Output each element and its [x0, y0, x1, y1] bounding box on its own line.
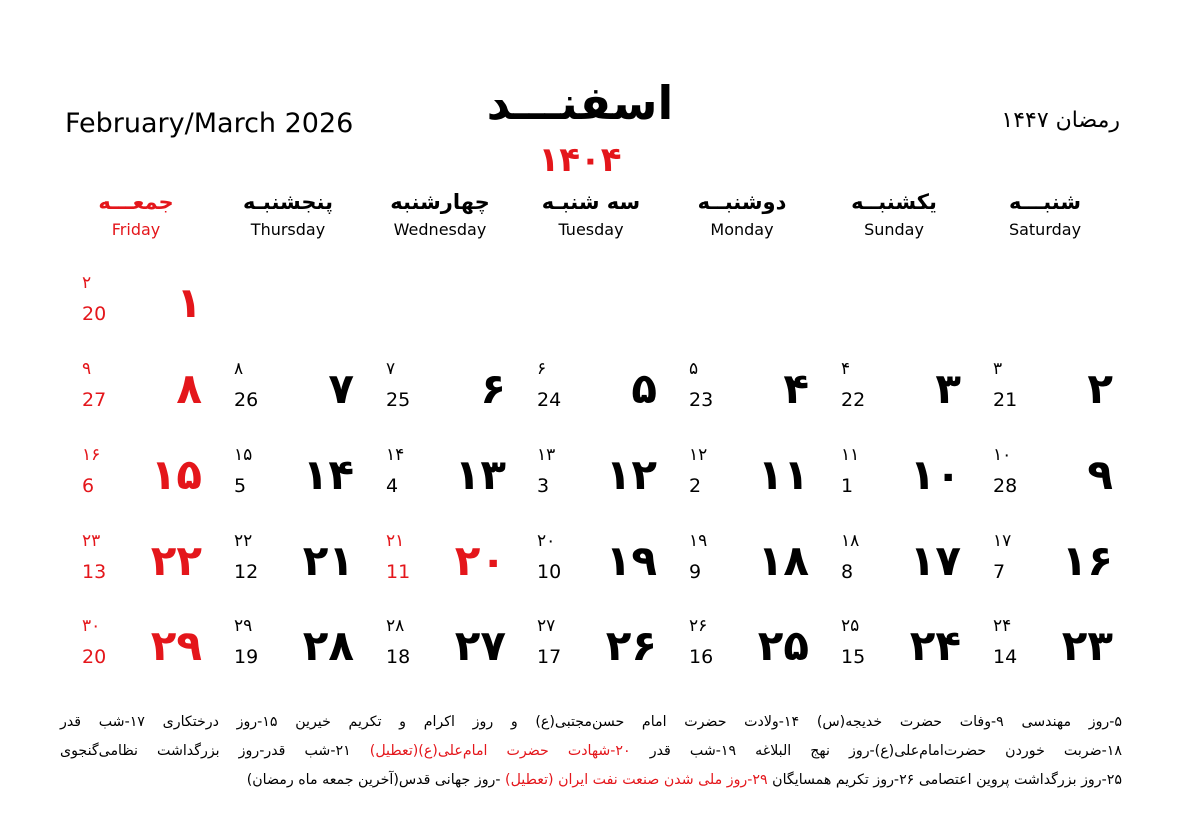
calendar-day-cell [537, 444, 657, 524]
event-item-holiday: ۲۰-شهادت حضرت امام‌علی(ع)(تعطیل) [369, 743, 631, 759]
calendar-day-cell [234, 358, 354, 438]
calendar-day-cell [841, 530, 961, 610]
persian-day-number: ۲۶ [605, 621, 657, 670]
hijri-day-number: ۲۱ [386, 531, 405, 551]
gregorian-day-number: 19 [234, 646, 259, 668]
persian-day-number: ۲۴ [909, 621, 961, 670]
hijri-day-number: ۱۴ [386, 445, 405, 465]
weekday-fa: دوشنبــه [697, 190, 787, 214]
gregorian-day-number: 3 [537, 475, 550, 497]
weekday-thursday [212, 190, 364, 239]
event-item: ۲۵-روز بزرگداشت پروین اعتصامی [918, 772, 1122, 788]
hijri-day-number: ۵ [689, 359, 699, 379]
weekday-en: Thursday [250, 220, 326, 239]
persian-day-number: ۳ [935, 364, 961, 413]
calendar-day-cell [841, 444, 961, 524]
hijri-day-number: ۲۸ [386, 616, 405, 636]
event-item: ۱۴-ولادت حضرت امام حسن‌مجتبی(ع) و روز اکرام و تکریم خیرین [295, 714, 800, 730]
persian-day-number: ۱۸ [757, 536, 809, 585]
calendar-day-cell [234, 615, 354, 695]
weekday-monday [666, 190, 818, 239]
hijri-day-number: ۲۵ [841, 616, 860, 636]
weekday-fa: یکشنبــه [851, 190, 937, 214]
gregorian-day-number: 12 [234, 561, 259, 583]
calendar-day-cell [689, 358, 809, 438]
weekday-fa: شنبـــه [1008, 190, 1082, 214]
gregorian-day-number: 16 [689, 646, 714, 668]
persian-day-number: ۶ [480, 364, 506, 413]
hijri-day-number: ۲۳ [82, 531, 101, 551]
persian-day-number: ۲۱ [302, 536, 354, 585]
hijri-day-number: ۱۵ [234, 445, 253, 465]
persian-day-number: ۲۳ [1061, 621, 1113, 670]
persian-day-number: ۸ [176, 364, 202, 413]
persian-day-number: ۱۴ [302, 450, 354, 499]
persian-day-number: ۲۲ [150, 536, 202, 585]
gregorian-day-number: 21 [993, 389, 1018, 411]
calendar-day-cell [689, 615, 809, 695]
persian-day-number: ۲۹ [150, 621, 202, 670]
persian-day-number: ۲۵ [757, 621, 809, 670]
persian-day-number: ۱۰ [909, 450, 961, 499]
calendar-day-cell [993, 615, 1113, 695]
calendar-day-cell [82, 272, 202, 352]
gregorian-day-number: 4 [386, 475, 399, 497]
gregorian-day-number: 6 [82, 475, 95, 497]
persian-day-number: ۲ [1087, 364, 1113, 413]
weekday-en: Wednesday [393, 220, 487, 239]
persian-day-number: ۲۰ [454, 536, 506, 585]
weekday-sunday [818, 190, 970, 239]
weekday-en: Saturday [1008, 220, 1082, 239]
persian-day-number: ۷ [328, 364, 354, 413]
hijri-day-number: ۱۲ [689, 445, 708, 465]
hijri-day-number: ۸ [234, 359, 244, 379]
hijri-day-number: ۲۴ [993, 616, 1012, 636]
persian-day-number: ۱۹ [605, 536, 657, 585]
gregorian-day-number: 8 [841, 561, 854, 583]
calendar-day-cell [234, 530, 354, 610]
weekday-fa: جمعـــه [98, 190, 174, 214]
persian-day-number: ۹ [1087, 450, 1113, 499]
hijri-month-title: رمضان ۱۴۴۷ [1001, 108, 1120, 133]
weekday-fa: سه شنبـه [541, 190, 641, 214]
gregorian-day-number: 15 [841, 646, 866, 668]
gregorian-day-number: 26 [234, 389, 259, 411]
persian-day-number: ۵ [631, 364, 657, 413]
gregorian-day-number: 1 [841, 475, 854, 497]
persian-month-title: اسفنـــد [486, 76, 674, 130]
weekday-en: Sunday [864, 220, 924, 239]
calendar-day-cell [993, 444, 1113, 524]
calendar-day-cell [82, 358, 202, 438]
persian-day-number: ۱۱ [757, 450, 809, 499]
event-item: ۲۱-شب قدر-روز بزرگداشت نظامی‌گنجوی [60, 743, 351, 759]
persian-day-number: ۴ [783, 364, 809, 413]
event-item: ۵-روز مهندسی [1021, 714, 1123, 730]
gregorian-day-number: 17 [537, 646, 562, 668]
hijri-day-number: ۲۹ [234, 616, 253, 636]
hijri-day-number: ۱۱ [841, 445, 860, 465]
persian-day-number: ۱ [176, 278, 202, 327]
gregorian-day-number: 9 [689, 561, 702, 583]
hijri-day-number: ۱۷ [993, 531, 1012, 551]
gregorian-month-title: February/March 2026 [65, 108, 354, 139]
event-item: ۱۵-روز درختکاری [162, 714, 278, 730]
weekday-en: Friday [111, 220, 161, 239]
gregorian-day-number: 14 [993, 646, 1018, 668]
gregorian-day-number: 22 [841, 389, 866, 411]
calendar-day-cell [841, 358, 961, 438]
event-item-holiday: ۲۹-روز ملی شدن صنعت نفت ایران (تعطیل) [505, 772, 768, 788]
persian-day-number: ۱۲ [605, 450, 657, 499]
gregorian-day-number: 25 [386, 389, 411, 411]
persian-year: ۱۴۰۴ [538, 140, 622, 180]
weekday-fa: پنجشنبـه [242, 190, 334, 214]
persian-day-number: ۱۶ [1061, 536, 1113, 585]
calendar-day-cell [841, 615, 961, 695]
calendar-day-cell [689, 530, 809, 610]
hijri-day-number: ۹ [82, 359, 92, 379]
calendar-day-cell [82, 444, 202, 524]
weekday-en: Monday [710, 220, 774, 239]
hijri-day-number: ۶ [537, 359, 547, 379]
calendar-day-cell [386, 530, 506, 610]
calendar-day-cell [82, 530, 202, 610]
gregorian-day-number: 11 [386, 561, 411, 583]
calendar-day-cell [386, 615, 506, 695]
weekday-fa: چهارشنبه [390, 190, 490, 214]
persian-day-number: ۱۵ [150, 450, 202, 499]
calendar-day-cell [386, 444, 506, 524]
hijri-day-number: ۲ [82, 273, 92, 293]
calendar-day-cell [537, 358, 657, 438]
event-item: ۱۸-ضربت خوردن حضرت‌امام‌علی(ع)-روز نهج البلاغه [755, 743, 1123, 759]
calendar-day-cell [689, 444, 809, 524]
gregorian-day-number: 28 [993, 475, 1018, 497]
hijri-day-number: ۱۰ [993, 445, 1012, 465]
gregorian-day-number: 13 [82, 561, 107, 583]
gregorian-day-number: 10 [537, 561, 562, 583]
calendar-day-cell [234, 444, 354, 524]
hijri-day-number: ۲۶ [689, 616, 708, 636]
weekday-friday [60, 190, 212, 239]
calendar-day-cell [82, 615, 202, 695]
hijri-day-number: ۲۰ [537, 531, 556, 551]
hijri-day-number: ۱۸ [841, 531, 860, 551]
hijri-day-number: ۱۳ [537, 445, 556, 465]
weekday-tuesday [515, 190, 667, 239]
hijri-day-number: ۲۷ [537, 616, 556, 636]
calendar-day-cell [993, 358, 1113, 438]
event-item: ۹-وفات حضرت خدیجه(س) [816, 714, 1004, 730]
hijri-day-number: ۱۶ [82, 445, 101, 465]
persian-day-number: ۲۷ [454, 621, 506, 670]
persian-day-number: ۲۸ [302, 621, 354, 670]
hijri-day-number: ۴ [841, 359, 851, 379]
gregorian-day-number: 18 [386, 646, 411, 668]
events-footer [60, 708, 1122, 795]
gregorian-day-number: 23 [689, 389, 714, 411]
calendar-day-cell [537, 530, 657, 610]
event-item: ۱۹-شب قدر [649, 743, 737, 759]
hijri-day-number: ۳ [993, 359, 1003, 379]
calendar-day-cell [386, 358, 506, 438]
gregorian-day-number: 5 [234, 475, 247, 497]
gregorian-day-number: 2 [689, 475, 702, 497]
event-item: ۱۷-شب قدر [60, 714, 145, 730]
weekday-en: Tuesday [558, 220, 624, 239]
gregorian-day-number: 7 [993, 561, 1006, 583]
gregorian-day-number: 20 [82, 303, 107, 325]
weekday-wednesday [364, 190, 516, 239]
gregorian-day-number: 20 [82, 646, 107, 668]
persian-day-number: ۱۳ [454, 450, 506, 499]
event-item: -روز جهانی قدس(آخرین جمعه ماه رمضان) [246, 772, 501, 788]
gregorian-day-number: 27 [82, 389, 107, 411]
hijri-day-number: ۳۰ [82, 616, 101, 636]
hijri-day-number: ۷ [386, 359, 396, 379]
calendar-day-cell [993, 530, 1113, 610]
event-item: ۲۶-روز تکریم همسایگان [772, 772, 915, 788]
persian-day-number: ۱۷ [909, 536, 961, 585]
weekday-saturday [969, 190, 1121, 239]
hijri-day-number: ۱۹ [689, 531, 708, 551]
gregorian-day-number: 24 [537, 389, 562, 411]
calendar-day-cell [537, 615, 657, 695]
hijri-day-number: ۲۲ [234, 531, 253, 551]
